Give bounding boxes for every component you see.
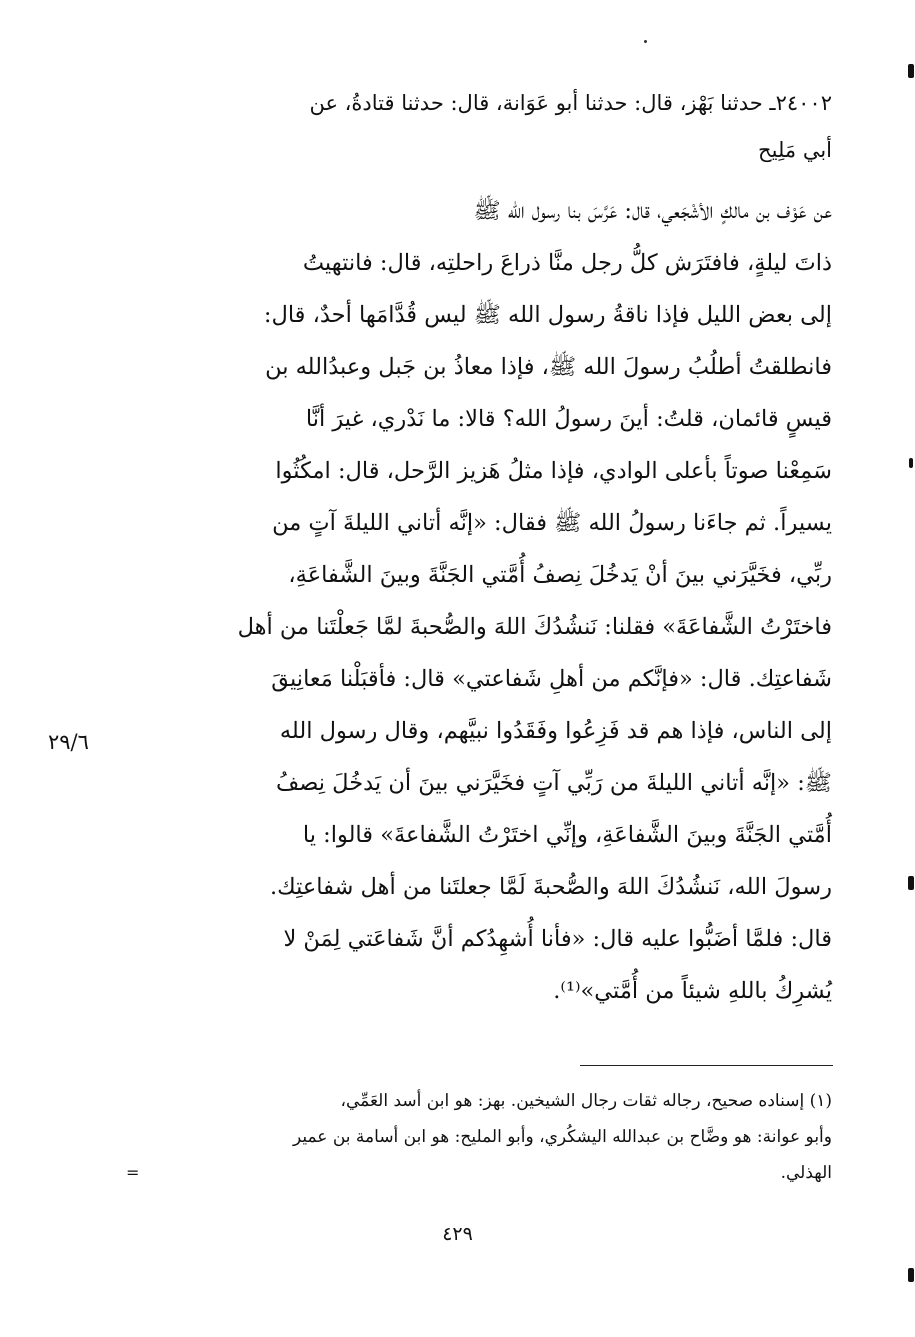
scan-edge-mark xyxy=(908,876,914,890)
margin-volume-page-reference: ٢٩/٦ xyxy=(48,730,89,754)
body-line: يُشرِكُ باللهِ شيئاً من أُمَّتي»⁽¹⁾. xyxy=(553,978,832,1004)
body-line: فانطلقتُ أطلُبُ رسولَ الله ﷺ، فإذا معاذُ بن جَبل وعبدُالله بن xyxy=(265,354,832,380)
body-line: ذاتَ ليلةٍ، فافتَرَش كلُّ رجل منَّا ذراعَ راحلتِه، قال: فانتهيتُ xyxy=(302,250,832,276)
body-line: يسيراً. ثم جاءَنا رسولُ الله ﷺ فقال: «إنَّه أتاني الليلةَ آتٍ من xyxy=(272,510,832,536)
scan-edge-mark xyxy=(908,1268,914,1282)
body-line: شَفاعتِك. قال: «فإنَّكم من أهلِ شَفاعتي» قال: فأقبَلْنا مَعانِيقَ xyxy=(271,666,832,692)
header-line: ٢٤٠٠٢ـ حدثنا بَهْز، قال: حدثنا أبو عَوَانة، قال: حدثنا قتادةُ، عن xyxy=(309,91,832,115)
body-line: إلى الناس، فإذا هم قد فَزِعُوا وفَقَدُوا نبيَّهم، وقال رسول الله xyxy=(279,718,832,744)
footnote-separator xyxy=(580,1065,833,1066)
scan-edge-mark xyxy=(908,64,914,78)
body-line: إلى بعض الليل فإذا ناقةُ رسول الله ﷺ ليس قُدَّامَها أحدٌ، قال: xyxy=(263,302,832,328)
body-line: فاختَرْتُ الشَّفاعَةَ» فقلنا: نَنشُدُكَ اللهَ والصُّحبةَ لمَّا جَعلْتَنا من أهل xyxy=(237,614,832,640)
body-line: رسولَ الله، نَنشُدُكَ اللهَ والصُّحبةَ لَمَّا جعلتَنا من أهل شفاعتِك. xyxy=(269,874,832,900)
body-line: أُمَّتي الجَنَّةَ وبينَ الشَّفاعَةِ، وإنِّي اختَرْتُ الشَّفاعةَ» قالوا: يا xyxy=(302,822,832,848)
body-line: ربِّي، فخَيَّرَني بينَ أنْ يَدخُلَ نِصفُ أُمَّتي الجَنَّةَ وبينَ الشَّفاعَةِ، xyxy=(288,562,832,588)
body-line: قال: فلمَّا أضَبُّوا عليه قال: «فأنا أُشهِدُكم أنَّ شَفاعَتي لِمَنْ لا xyxy=(283,926,832,952)
body-line: قيسٍ قائمان، قلتُ: أينَ رسولُ الله؟ قالا: ما نَدْري، غيرَ أنَّا xyxy=(305,406,832,432)
scan-edge-mark xyxy=(909,458,913,468)
footnote-line: الهذلي. xyxy=(780,1163,832,1183)
page-number: ٤٢٩ xyxy=(442,1223,473,1245)
header-line: أبي مَلِيح xyxy=(758,138,832,162)
body-line: ﷺ: «إنَّه أتاني الليلةَ من رَبِّي آتٍ فخَيَّرَني بينَ أن يَدخُلَ نِصفُ xyxy=(275,770,832,796)
footnote-line: (١) إسناده صحيح، رجاله ثقات رجال الشيخين. بهز: هو ابن أسد العَمِّي، xyxy=(340,1091,832,1111)
body-line: عن عَوْف بن مالكٍ الأشْجَعي، قال: عَرَّسَ بنا رسول الله ﷺ xyxy=(473,198,832,224)
speck-mark xyxy=(644,40,647,43)
continuation-mark: = xyxy=(126,1163,140,1182)
body-line: سَمِعْنا صوتاً بأعلى الوادي، فإذا مثلُ هَزيز الرَّحل، قال: امكُثُوا xyxy=(275,458,832,484)
footnote-line: وأبو عوانة: هو وضَّاح بن عبدالله اليشكُري، وأبو المليح: هو ابن أسامة بن عمير xyxy=(292,1127,832,1147)
